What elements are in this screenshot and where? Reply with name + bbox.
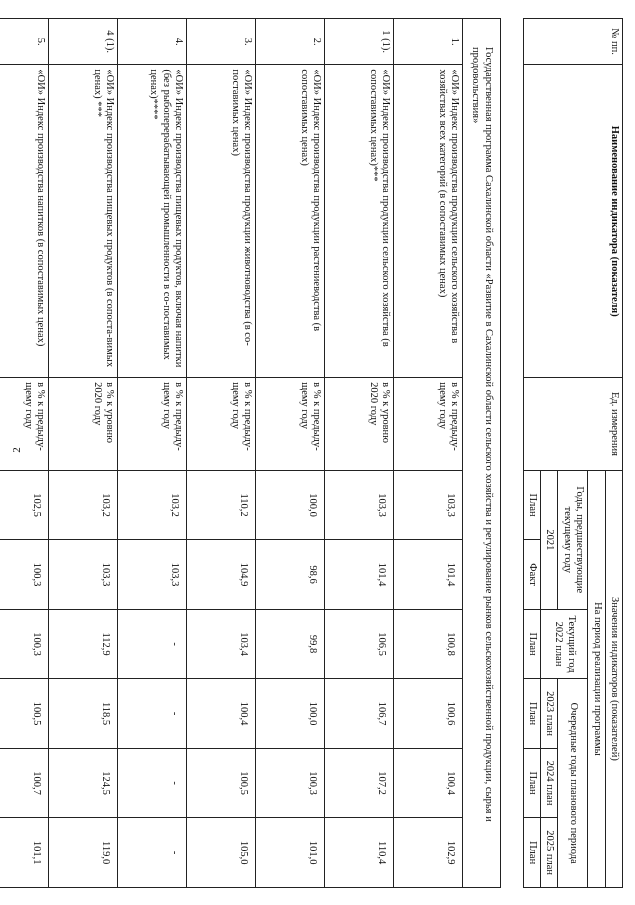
table-row bbox=[187, 19, 256, 888]
indicator-name: «ОИ» Индекс производства продукции сельского хозяйства (в сопоставимых ценах)*** bbox=[325, 65, 394, 378]
header-plan: План bbox=[523, 818, 540, 888]
plan-2025-cell: - bbox=[118, 818, 187, 888]
row-number: 1. bbox=[394, 19, 463, 65]
row-number: 1 (1). bbox=[325, 19, 394, 65]
fact-2021-cell: 104,9 bbox=[187, 540, 256, 610]
plan-2021-cell: 103,3 bbox=[394, 470, 463, 540]
row-number: 3. bbox=[187, 19, 256, 65]
header-values-group: Значения индикаторов (показателей) bbox=[605, 470, 622, 887]
header-period: На период реализации программы bbox=[588, 470, 605, 887]
plan-2022-cell: 106,5 bbox=[325, 609, 394, 679]
plan-2023-cell: 100,0 bbox=[256, 679, 325, 749]
header-plan: План bbox=[523, 609, 540, 679]
table-row bbox=[118, 19, 187, 888]
plan-2024-cell: 100,4 bbox=[394, 748, 463, 818]
header-name: Наименование индикатора (показателя) bbox=[523, 65, 622, 378]
header-prev-years: Годы, предшествующие текущему году bbox=[558, 470, 588, 609]
table-row bbox=[256, 19, 325, 888]
indicator-name: «ОИ» Индекс производства пищевых продуктов (в сопоста-вимых ценах) *** bbox=[49, 65, 118, 378]
plan-2023-cell: 100,6 bbox=[394, 679, 463, 749]
header-next-years: Очередные годы планового периода bbox=[558, 679, 588, 888]
program-title: Государственная программа Сахалинской области «Развитие в Сахалинской области сельского хозяйства и регулирование рынков сельскохозяйственной продукции, сырья и продовольствия» bbox=[463, 19, 501, 888]
header-2024: 2024 план bbox=[541, 748, 558, 818]
unit-cell: в % к предыду-щему году bbox=[0, 378, 49, 471]
indicator-name: «ОИ» Индекс производства пищевых продуктов, включая напитки (без рыбоперерабатывающей промышленности в со-поставимых ценах)**** bbox=[118, 65, 187, 378]
plan-2024-cell: 100,7 bbox=[0, 748, 49, 818]
plan-2024-cell: 100,5 bbox=[187, 748, 256, 818]
plan-2025-cell: 119,0 bbox=[49, 818, 118, 888]
header-plan: План bbox=[523, 470, 540, 540]
plan-2023-cell: - bbox=[118, 679, 187, 749]
plan-2021-cell: 102,5 bbox=[0, 470, 49, 540]
plan-2022-cell: 100,3 bbox=[0, 609, 49, 679]
plan-2023-cell: 100,4 bbox=[187, 679, 256, 749]
plan-2022-cell: - bbox=[118, 609, 187, 679]
header-plan: План bbox=[523, 748, 540, 818]
plan-2021-cell: 103,3 bbox=[325, 470, 394, 540]
header-2023: 2023 план bbox=[541, 679, 558, 749]
plan-2023-cell: 118,5 bbox=[49, 679, 118, 749]
plan-2022-cell: 100,8 bbox=[394, 609, 463, 679]
plan-2025-cell: 102,9 bbox=[394, 818, 463, 888]
plan-2021-cell: 103,2 bbox=[49, 470, 118, 540]
header-num: № пп. bbox=[523, 19, 622, 65]
indicator-name: «ОИ» Индекс производства продукции животноводства (в со-поставимых ценах) bbox=[187, 65, 256, 378]
plan-2021-cell: 103,2 bbox=[118, 470, 187, 540]
table-row bbox=[49, 19, 118, 888]
fact-2021-cell: 98,6 bbox=[256, 540, 325, 610]
header-current-year: Текущий год 2022 план bbox=[541, 609, 588, 679]
indicator-name: «ОИ» Индекс производства напитков (в сопоставимых ценах) bbox=[0, 65, 49, 378]
fact-2021-cell: 103,3 bbox=[49, 540, 118, 610]
indicators-table bbox=[0, 18, 623, 888]
fact-2021-cell: 101,4 bbox=[394, 540, 463, 610]
unit-cell: в % к предыду-щему году bbox=[187, 378, 256, 471]
page-number: 2 bbox=[11, 447, 23, 453]
fact-2021-cell: 103,3 bbox=[118, 540, 187, 610]
plan-2025-cell: 101,1 bbox=[0, 818, 49, 888]
table-row bbox=[394, 19, 463, 888]
plan-2025-cell: 110,4 bbox=[325, 818, 394, 888]
plan-2024-cell: 107,2 bbox=[325, 748, 394, 818]
unit-cell: в % к уровню 2020 году bbox=[325, 378, 394, 471]
plan-2024-cell: 100,3 bbox=[256, 748, 325, 818]
plan-2025-cell: 101,0 bbox=[256, 818, 325, 888]
plan-2021-cell: 100,0 bbox=[256, 470, 325, 540]
header-plan: План bbox=[523, 679, 540, 749]
header-fact: Факт bbox=[523, 540, 540, 610]
indicator-name: «ОИ» Индекс производства продукции растениеводства (в сопоставимых ценах) bbox=[256, 65, 325, 378]
plan-2021-cell: 110,2 bbox=[187, 470, 256, 540]
unit-cell: в % к предыду-щему году bbox=[394, 378, 463, 471]
rotated-page bbox=[22, 18, 623, 888]
unit-cell: в % к предыду-щему году bbox=[118, 378, 187, 471]
header-2025: 2025 план bbox=[541, 818, 558, 888]
fact-2021-cell: 100,3 bbox=[0, 540, 49, 610]
plan-2025-cell: 105,0 bbox=[187, 818, 256, 888]
table-row bbox=[325, 19, 394, 888]
plan-2024-cell: 124,5 bbox=[49, 748, 118, 818]
plan-2022-cell: 103,4 bbox=[187, 609, 256, 679]
spacer bbox=[500, 19, 523, 888]
unit-cell: в % к уровню 2020 году bbox=[49, 378, 118, 471]
table-row bbox=[0, 19, 49, 888]
header-unit: Ед. измерения bbox=[523, 378, 622, 471]
row-number: 4. bbox=[118, 19, 187, 65]
row-number: 5. bbox=[0, 19, 49, 65]
row-number: 2. bbox=[256, 19, 325, 65]
plan-2023-cell: 106,7 bbox=[325, 679, 394, 749]
fact-2021-cell: 101,4 bbox=[325, 540, 394, 610]
plan-2023-cell: 100,5 bbox=[0, 679, 49, 749]
row-number: 4 (1). bbox=[49, 19, 118, 65]
plan-2024-cell: - bbox=[118, 748, 187, 818]
plan-2022-cell: 112,9 bbox=[49, 609, 118, 679]
header-2021: 2021 bbox=[541, 470, 558, 609]
plan-2022-cell: 99,8 bbox=[256, 609, 325, 679]
indicator-name: «ОИ» Индекс производства продукции сельского хозяйства в хозяйствах всех категорий (в сопоставимых ценах) bbox=[394, 65, 463, 378]
unit-cell: в % к предыду-щему году bbox=[256, 378, 325, 471]
